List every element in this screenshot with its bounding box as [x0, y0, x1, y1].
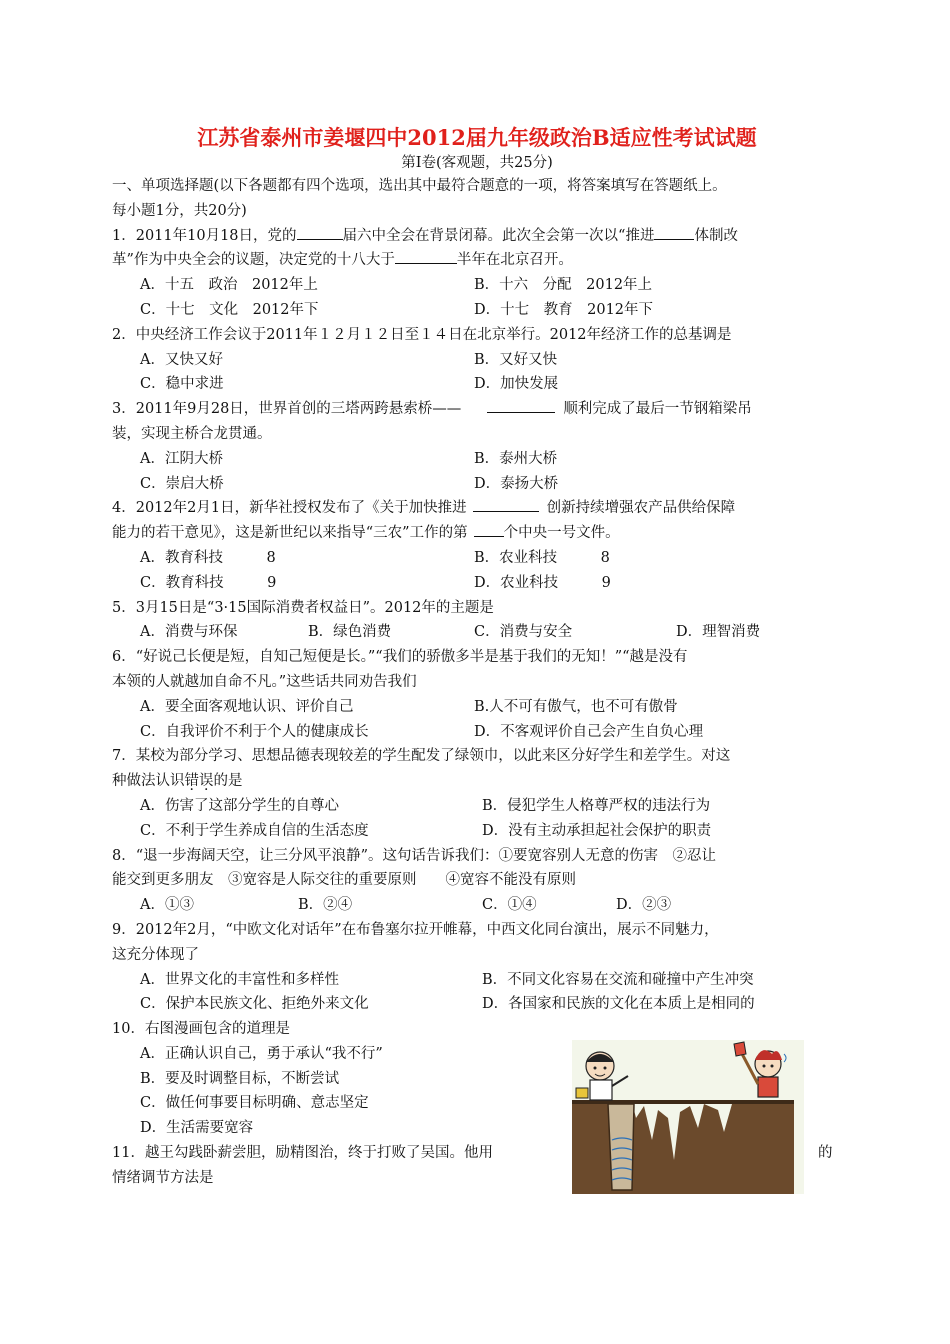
option-a: A．江阴大桥 — [140, 450, 223, 467]
question-1-options-row-1 — [112, 273, 842, 298]
option-c: C．教育科技 9 — [140, 574, 277, 591]
option-d: D．加快发展 — [474, 376, 559, 393]
option-d: D．十七 教育 2012年下 — [474, 301, 654, 318]
answer-blank — [487, 397, 555, 413]
question-5-stem: 5．3月15日是“3·15国际消费者权益日”。2012年的主题是 — [112, 599, 494, 616]
question-8-line-1: 8．“退一步海阔天空，让三分风平浪静”。这句话告诉我们：①要宽容别人无意的伤害 ②忍让 — [112, 847, 717, 864]
question-9-options-row-2 — [112, 992, 842, 1017]
option-d: D．②③ — [616, 897, 672, 914]
question-4-options-row-1 — [112, 546, 842, 571]
cartoon-illustration — [572, 1040, 804, 1194]
question-8-line-2: 能交到更多朋友 ③宽容是人际交往的重要原则 ④宽容不能没有原则 — [112, 872, 576, 889]
option-d: D．各国家和民族的文化在本质上是相同的 — [482, 996, 755, 1013]
exam-subtitle: 第Ⅰ卷(客观题，共25分) — [401, 155, 553, 171]
question-5-options-row — [112, 620, 842, 645]
option-b: B．不同文化容易在交流和碰撞中产生冲突 — [482, 971, 754, 988]
question-4-line-1: 4．2012年2月1日，新华社授权发布了《关于加快推进 创新持续增强农产品供给保障 — [112, 496, 842, 521]
option-c: C．①④ — [482, 897, 537, 914]
option-c: C．稳中求进 — [140, 376, 224, 393]
option-a: A．要全面客观地认识、评价自己 — [140, 698, 354, 715]
emphasis-char: 误 — [199, 773, 214, 790]
option-a: A．又快又好 — [140, 351, 223, 368]
question-10-option-d: D．生活需要宽容 — [140, 1120, 254, 1137]
option-c: C．崇启大桥 — [140, 475, 224, 492]
question-8-options-row — [112, 893, 842, 918]
question-3-options-row-2 — [112, 472, 842, 497]
option-b: B．绿色消费 — [308, 624, 392, 641]
question-3-line-2: 装，实现主桥合龙贯通。 — [112, 425, 272, 442]
question-10-stem: 10．右图漫画包含的道理是 — [112, 1021, 290, 1038]
option-c: C．保护本民族文化、拒绝外来文化 — [140, 996, 369, 1013]
question-6-line-2: 本领的人就越加自命不凡。”这些话共同劝告我们 — [112, 673, 417, 690]
question-10-option-c: C．做任何事要目标明确、意志坚定 — [140, 1095, 369, 1112]
question-3-options-row-1 — [112, 447, 842, 472]
exam-page — [112, 124, 842, 1191]
answer-blank — [297, 224, 343, 240]
option-c: C．消费与安全 — [474, 624, 573, 641]
option-b: B．十六 分配 2012年上 — [474, 277, 653, 294]
question-2-stem: 2．中央经济工作会议于2011年１２月１２日至１４日在北京举行。2012年经济工作的总基调是 — [112, 326, 732, 343]
option-b: B．泰州大桥 — [474, 450, 558, 467]
question-7-line-1: 7．某校为部分学习、思想品德表现较差的学生配发了绿领巾，以此来区分好学生和差学生。对这 — [112, 748, 731, 765]
question-6-options-row-1 — [112, 695, 842, 720]
emphasis-char: 错 — [184, 773, 199, 790]
question-9-line-2: 这充分体现了 — [112, 946, 199, 963]
question-9-line-1: 9．2012年2月，“中欧文化对话年”在布鲁塞尔拉开帷幕，中西文化同台演出，展示不同魅力， — [112, 921, 719, 938]
question-2-options-row-1 — [112, 348, 842, 373]
question-10-option-b: B．要及时调整目标，不断尝试 — [140, 1070, 340, 1087]
question-1-options-row-2 — [112, 298, 842, 323]
question-4-line-2: 能力的若干意见》，这是新世纪以来指导“三农”工作的第 个中央一号文件。 — [112, 521, 842, 546]
option-c: C．不利于学生养成自信的生活态度 — [140, 822, 369, 839]
option-a: A．伤害了这部分学生的自尊心 — [140, 797, 339, 814]
question-11-line-2: 情绪调节方法是 — [112, 1169, 214, 1186]
answer-blank — [654, 224, 694, 240]
option-b: B．②④ — [298, 897, 353, 914]
question-4-options-row-2 — [112, 571, 842, 596]
option-b: B．又好又快 — [474, 351, 558, 368]
option-d: D．不客观评价自己会产生自负心理 — [474, 723, 704, 740]
section-instructions-line-2: 每小题1分，共20分) — [112, 202, 247, 219]
option-a: A．教育科技 8 — [140, 549, 276, 566]
question-7-options-row-2 — [112, 819, 842, 844]
question-10-option-a: A．正确认识自己，勇于承认“我不行” — [140, 1045, 383, 1062]
option-b: B．侵犯学生人格尊严权的违法行为 — [482, 797, 711, 814]
question-6-options-row-2 — [112, 720, 842, 745]
option-a: A．①③ — [140, 897, 194, 914]
question-1-line-2: 革”作为中央全会的议题，决定党的十八大于 半年在北京召开。 — [112, 248, 842, 273]
question-3-line-1: 3．2011年9月28日，世界首创的三塔两跨悬索桥—— 顺利完成了最后一节钢箱梁吊 — [112, 397, 842, 422]
question-11-line-1: 11．越王勾践卧薪尝胆，励精图治，终于打败了吴国。他用 的 — [112, 1145, 833, 1162]
option-b: B.人不可有傲气，也不可有傲骨 — [474, 698, 678, 715]
question-7-options-row-1 — [112, 794, 842, 819]
section-instructions-line-1: 一、单项选择题(以下各题都有四个选项，选出其中最符合题意的一项，将答案填写在答题纸上。 — [112, 178, 727, 194]
question-9-options-row-1 — [112, 968, 842, 993]
option-b: B．农业科技 8 — [474, 549, 610, 566]
option-d: D．没有主动承担起社会保护的职责 — [482, 822, 712, 839]
option-d: D．农业科技 9 — [474, 574, 611, 591]
answer-blank — [474, 521, 504, 537]
answer-blank — [473, 496, 539, 512]
option-d: D．泰扬大桥 — [474, 475, 559, 492]
exam-title: 江苏省泰州市姜堰四中2012届九年级政治B适应性考试试题 — [197, 125, 757, 150]
option-c: C．十七 文化 2012年下 — [140, 301, 319, 318]
question-7-line-2: 种做法认识错误的是 — [112, 773, 243, 790]
option-c: C．自我评价不利于个人的健康成长 — [140, 723, 369, 740]
option-a: A．十五 政治 2012年上 — [140, 277, 318, 294]
option-a: A．消费与环保 — [140, 624, 238, 641]
option-d: D．理智消费 — [676, 624, 761, 641]
question-2-options-row-2 — [112, 372, 842, 397]
question-6-line-1: 6．“好说己长便是短，自知己短便是长。”“我们的骄傲多半是基于我们的无知！”“越是没有 — [112, 649, 688, 666]
question-1-line-1: 1．2011年10月18日，党的 届六中全会在背景闭幕。此次全会第一次以“推进 体制改 — [112, 224, 842, 249]
option-a: A．世界文化的丰富性和多样性 — [140, 971, 339, 988]
answer-blank — [395, 248, 457, 264]
